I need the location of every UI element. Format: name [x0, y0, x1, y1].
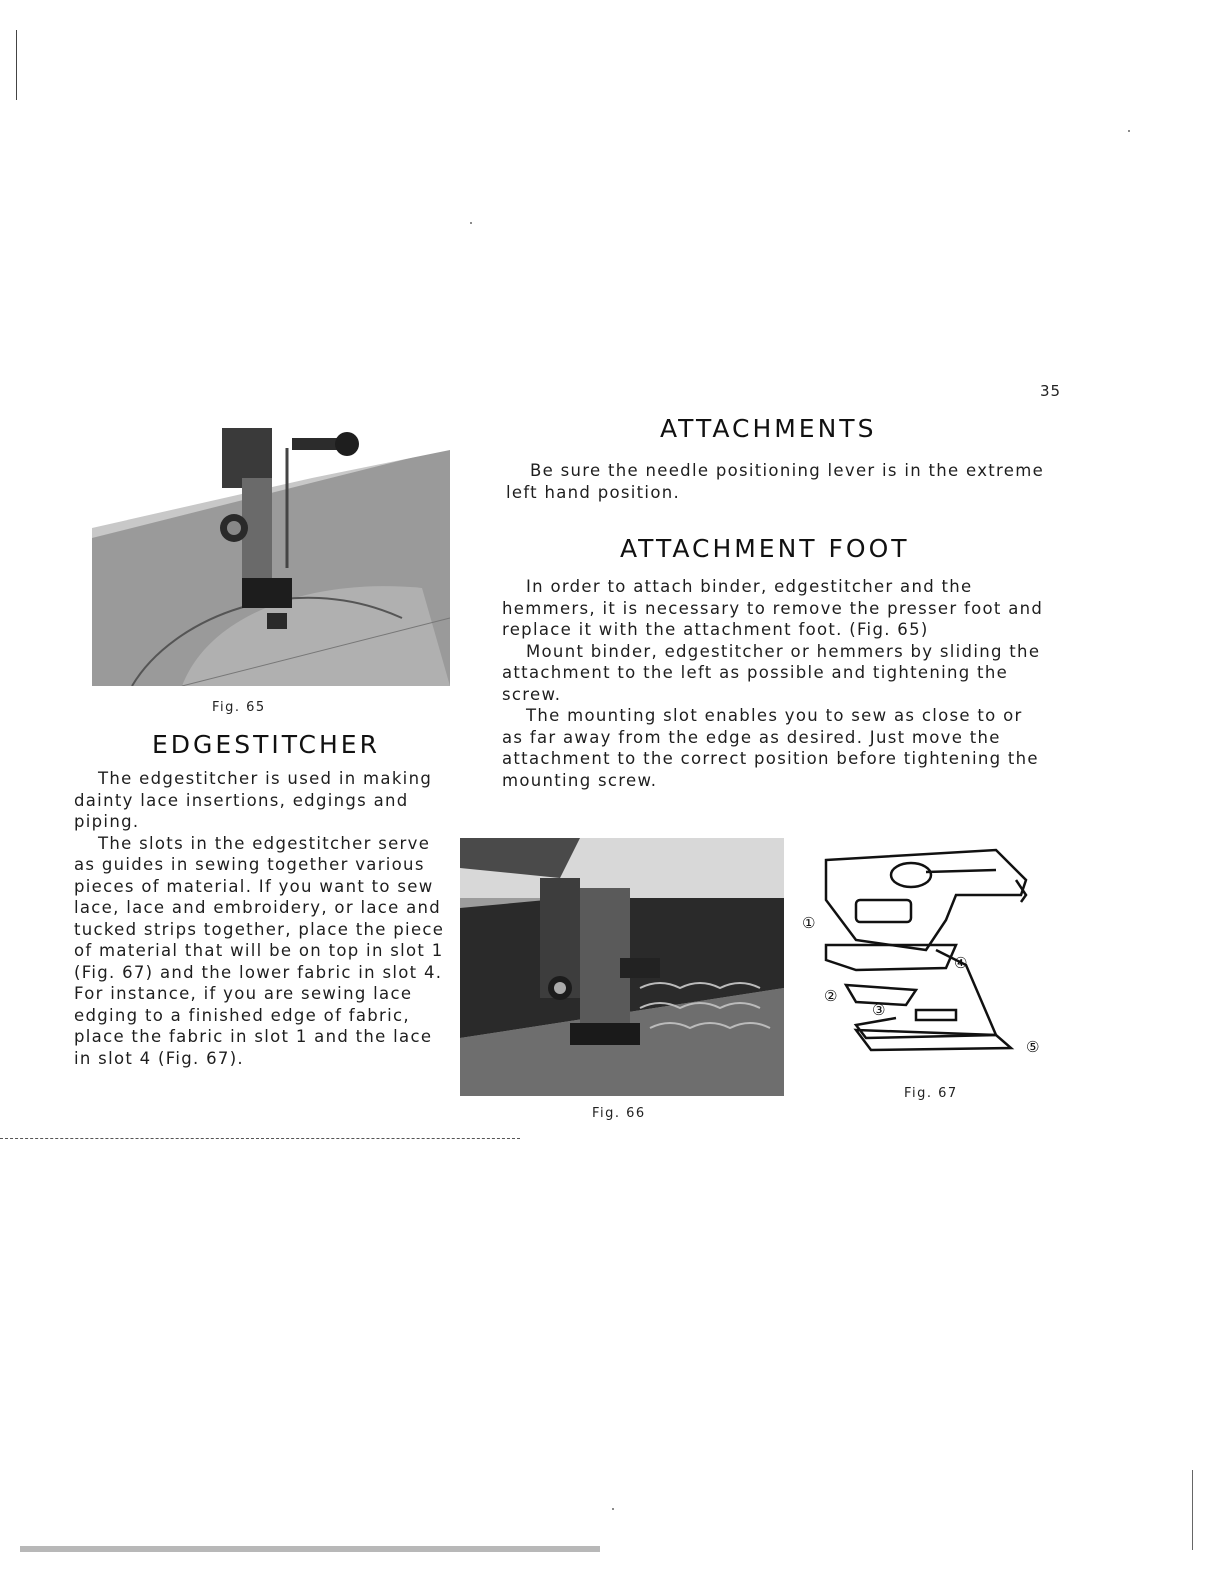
fig66-caption: Fig. 66 — [592, 1106, 646, 1121]
scan-speck — [470, 222, 472, 224]
fig67-label-5: ⑤ — [1026, 1038, 1040, 1056]
fig67-caption: Fig. 67 — [904, 1086, 958, 1101]
edgestitcher-heading: EDGESTITCHER — [152, 730, 380, 759]
attachments-text — [506, 460, 1046, 503]
fig65-sewing-machine-illustration — [92, 418, 450, 686]
fig67-label-4: ④ — [954, 954, 968, 972]
attachments-heading: ATTACHMENTS — [660, 414, 877, 443]
scan-speck — [1128, 130, 1130, 132]
edgestitcher-paragraph-2: The slots in the edgestitcher serve as guides in sewing together various pieces of material. If you want to sew lace, lace and embroidery, or lace and tucked strips together, place the piece of material that will be on top in slot 1 (Fig. 67) and the lower fabric in slot 4. For instance, if you are sewing lace edging to a finished edge of fabric, place the fabric in slot 1 and the lace in slot 4 (Fig. 67). — [74, 833, 445, 1068]
scan-edge-left — [16, 30, 17, 100]
attachment-foot-paragraph-2: Mount binder, edgestitcher or hemmers by sliding the attachment to the left as possible and tightening the screw. — [502, 641, 1041, 704]
edgestitcher-paragraph-1: The edgestitcher is used in making dainty lace insertions, edgings and piping. — [74, 769, 433, 831]
scan-speck — [612, 1508, 614, 1510]
scan-bar-bottom — [20, 1546, 600, 1552]
fig67-label-1: ① — [802, 914, 816, 932]
scan-rule-top — [0, 1138, 520, 1139]
attachment-foot-paragraph-3: The mounting slot enables you to sew as close to or as far away from the edge as desired. Just move the attachment to the correct position before tightening the mounting screw. — [502, 706, 1039, 790]
fig65-caption: Fig. 65 — [212, 700, 266, 715]
fig67-edgestitcher-diagram — [796, 840, 1056, 1070]
attachment-foot-heading: ATTACHMENT FOOT — [620, 534, 910, 563]
attachments-paragraph-1: Be sure the needle positioning lever is in the extreme left hand position. — [506, 461, 1045, 502]
fig67-drawing — [796, 840, 1056, 1070]
attachment-foot-paragraph-1: In order to attach binder, edgestitcher and the hemmers, it is necessary to remove the presser foot and replace it with the attachment foot. (Fig. 65) — [502, 577, 1044, 639]
fig66-photo — [460, 838, 784, 1096]
fig66-edgestitcher-illustration — [460, 838, 784, 1096]
edgestitcher-text — [74, 768, 446, 1069]
fig67-label-3: ③ — [872, 1001, 886, 1019]
page-number: 35 — [1040, 382, 1062, 400]
scan-edge-right — [1192, 1470, 1193, 1550]
fig65-photo — [92, 418, 450, 686]
attachment-foot-text — [502, 576, 1046, 791]
fig67-label-2: ② — [824, 987, 838, 1005]
